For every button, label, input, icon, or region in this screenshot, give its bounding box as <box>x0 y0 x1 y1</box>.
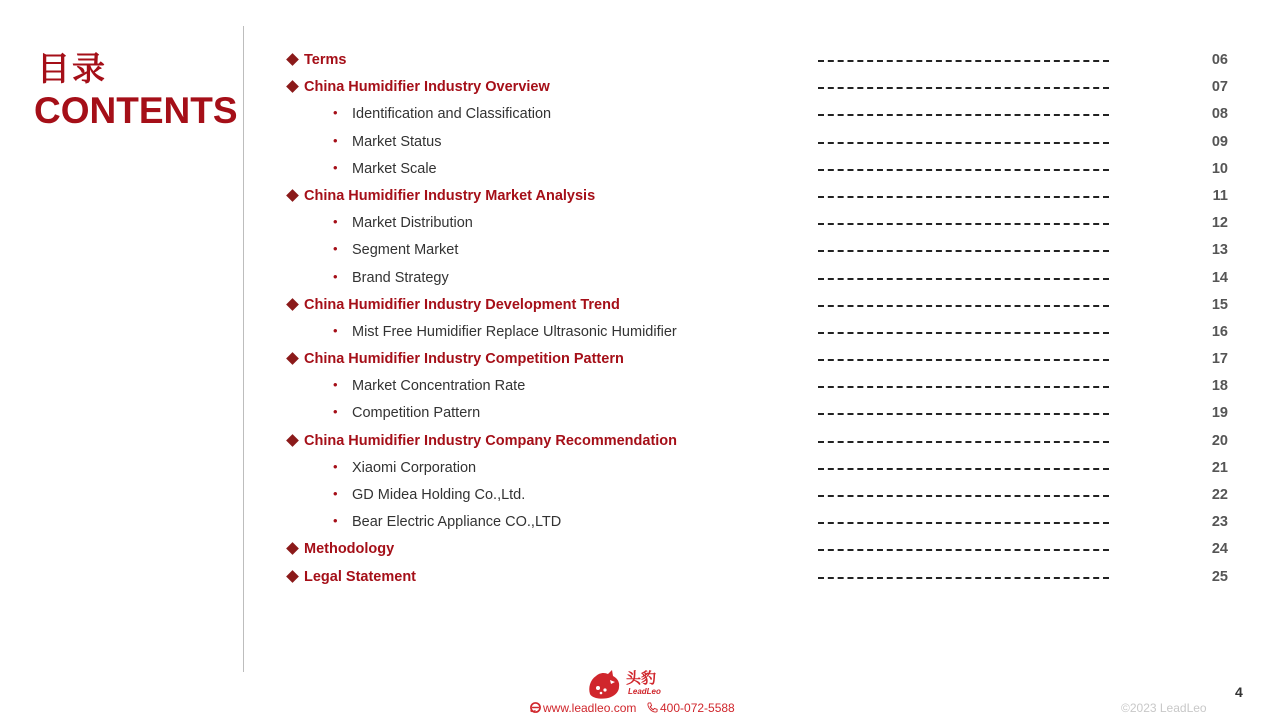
diamond-bullet-icon <box>286 80 299 93</box>
toc-row[interactable] <box>0 318 1280 345</box>
dotted-leader <box>818 278 1109 280</box>
dotted-leader <box>818 441 1109 443</box>
toc-row[interactable] <box>0 454 1280 481</box>
toc-page-number: 24 <box>1211 541 1228 558</box>
toc-entry-label: China Humidifier Industry Overview <box>304 79 550 96</box>
dotted-leader <box>818 413 1109 415</box>
copyright: ©2023 LeadLeo <box>1121 701 1207 715</box>
dot-bullet-icon: • <box>333 404 338 420</box>
toc-entry-label: Mist Free Humidifier Replace Ultrasonic Humidifier <box>352 323 677 340</box>
diamond-bullet-icon <box>286 434 299 447</box>
toc-entry-label: Market Concentration Rate <box>352 378 526 395</box>
toc-entry-label: GD Midea Holding Co.,Ltd. <box>352 487 526 503</box>
toc-row[interactable] <box>0 508 1280 535</box>
toc-page-number: 25 <box>1211 568 1228 585</box>
toc-row[interactable] <box>0 345 1280 372</box>
dotted-leader <box>818 250 1109 252</box>
toc-entry-label: China Humidifier Industry Development Trend <box>304 296 620 313</box>
toc-row[interactable] <box>0 291 1280 318</box>
dot-bullet-icon: • <box>333 268 338 284</box>
toc-page-number: 08 <box>1211 106 1228 123</box>
dotted-leader <box>818 87 1109 89</box>
dotted-leader <box>818 549 1109 551</box>
dot-bullet-icon: • <box>333 241 338 257</box>
toc-row[interactable] <box>0 73 1280 100</box>
dotted-leader <box>818 169 1109 171</box>
website-link[interactable] <box>530 701 636 716</box>
toc-row[interactable] <box>0 264 1280 291</box>
dotted-leader <box>818 577 1109 579</box>
dotted-leader <box>818 114 1109 116</box>
toc-entry-label: Bear Electric Appliance CO.,LTD <box>352 514 562 531</box>
leopard-head-icon <box>586 668 622 700</box>
dotted-leader <box>818 60 1109 62</box>
toc-entry-label: Market Status <box>352 133 442 150</box>
toc-row[interactable] <box>0 128 1280 155</box>
toc-page-number: 12 <box>1211 215 1228 232</box>
dot-bullet-icon: • <box>333 377 338 393</box>
website-text: www.leadleo.com <box>543 701 637 715</box>
dot-bullet-icon: • <box>333 458 338 474</box>
toc-row[interactable] <box>0 182 1280 209</box>
toc-entry-label: Market Scale <box>352 160 437 177</box>
toc-entry-label: Competition Pattern <box>352 405 481 422</box>
diamond-bullet-icon <box>286 570 299 583</box>
toc-page-number: 22 <box>1211 487 1228 503</box>
dot-bullet-icon: • <box>333 132 338 148</box>
dotted-leader <box>818 359 1109 361</box>
toc-page-number: 20 <box>1211 432 1228 449</box>
toc-page-number: 10 <box>1211 160 1228 177</box>
page-title: CONTENTS <box>34 90 238 131</box>
dotted-leader <box>818 223 1109 225</box>
toc-row[interactable] <box>0 372 1280 399</box>
toc-entry-label: Methodology <box>304 541 395 558</box>
dot-bullet-icon: • <box>333 105 338 121</box>
toc-page-number: 11 <box>1212 187 1228 204</box>
toc-page-number: 14 <box>1211 269 1228 286</box>
toc-row[interactable] <box>0 209 1280 236</box>
toc-page-number: 15 <box>1211 296 1228 313</box>
table-of-contents <box>0 46 1280 590</box>
dotted-leader <box>818 468 1109 470</box>
toc-page-number: 06 <box>1211 52 1228 68</box>
dot-bullet-icon: • <box>333 159 338 175</box>
toc-row[interactable] <box>0 155 1280 182</box>
diamond-bullet-icon <box>286 352 299 365</box>
toc-page-number: 17 <box>1211 351 1228 368</box>
toc-entry-label: China Humidifier Industry Company Recommendation <box>304 432 678 449</box>
toc-row[interactable] <box>0 481 1280 508</box>
dot-bullet-icon: • <box>333 513 338 529</box>
toc-page-number: 23 <box>1211 514 1228 531</box>
dotted-leader <box>818 386 1109 388</box>
browser-e-icon <box>530 702 541 713</box>
toc-row[interactable] <box>0 100 1280 127</box>
toc-entry-label: Segment Market <box>352 242 459 259</box>
toc-entry-label: Xiaomi Corporation <box>352 459 477 476</box>
diamond-bullet-icon <box>286 189 299 202</box>
toc-entry-label: China Humidifier Industry Competition Pattern <box>304 351 624 368</box>
dot-bullet-icon: • <box>333 214 338 230</box>
toc-entry-label: Terms <box>304 52 347 68</box>
phone-text: 400-072-5588 <box>660 701 735 715</box>
toc-page-number: 09 <box>1211 133 1228 150</box>
dotted-leader <box>818 332 1109 334</box>
toc-entry-label: Brand Strategy <box>352 269 449 286</box>
diamond-bullet-icon <box>286 543 299 556</box>
toc-row[interactable] <box>0 399 1280 426</box>
toc-row[interactable] <box>0 427 1280 454</box>
toc-entry-label: China Humidifier Industry Market Analysis <box>304 187 596 204</box>
page-number: 4 <box>1235 684 1243 700</box>
toc-row[interactable] <box>0 563 1280 590</box>
toc-page-number: 16 <box>1211 323 1228 340</box>
dotted-leader <box>818 142 1109 144</box>
toc-row[interactable] <box>0 535 1280 562</box>
toc-page-number: 07 <box>1211 79 1228 96</box>
toc-entry-label: Legal Statement <box>304 568 416 585</box>
diamond-bullet-icon <box>286 298 299 311</box>
dotted-leader <box>818 495 1109 497</box>
dotted-leader <box>818 196 1109 198</box>
toc-page-number: 13 <box>1211 242 1228 259</box>
dotted-leader <box>818 305 1109 307</box>
toc-entry-label: Market Distribution <box>352 215 473 232</box>
diamond-bullet-icon <box>286 53 299 66</box>
toc-page-number: 21 <box>1211 459 1228 476</box>
toc-row[interactable] <box>0 236 1280 263</box>
logo-english-text: LeadLeo <box>628 687 661 696</box>
logo-chinese-text: 头豹 <box>626 669 657 687</box>
page-title-chinese: 目录 <box>37 49 107 88</box>
phone-icon <box>647 702 658 713</box>
dotted-leader <box>818 522 1109 524</box>
dot-bullet-icon: • <box>333 322 338 338</box>
toc-row[interactable] <box>0 46 1280 73</box>
toc-entry-label: Identification and Classification <box>352 106 552 123</box>
phone-link[interactable] <box>647 701 735 716</box>
toc-page-number: 18 <box>1211 378 1228 395</box>
dot-bullet-icon: • <box>333 486 338 501</box>
toc-page-number: 19 <box>1211 405 1228 422</box>
